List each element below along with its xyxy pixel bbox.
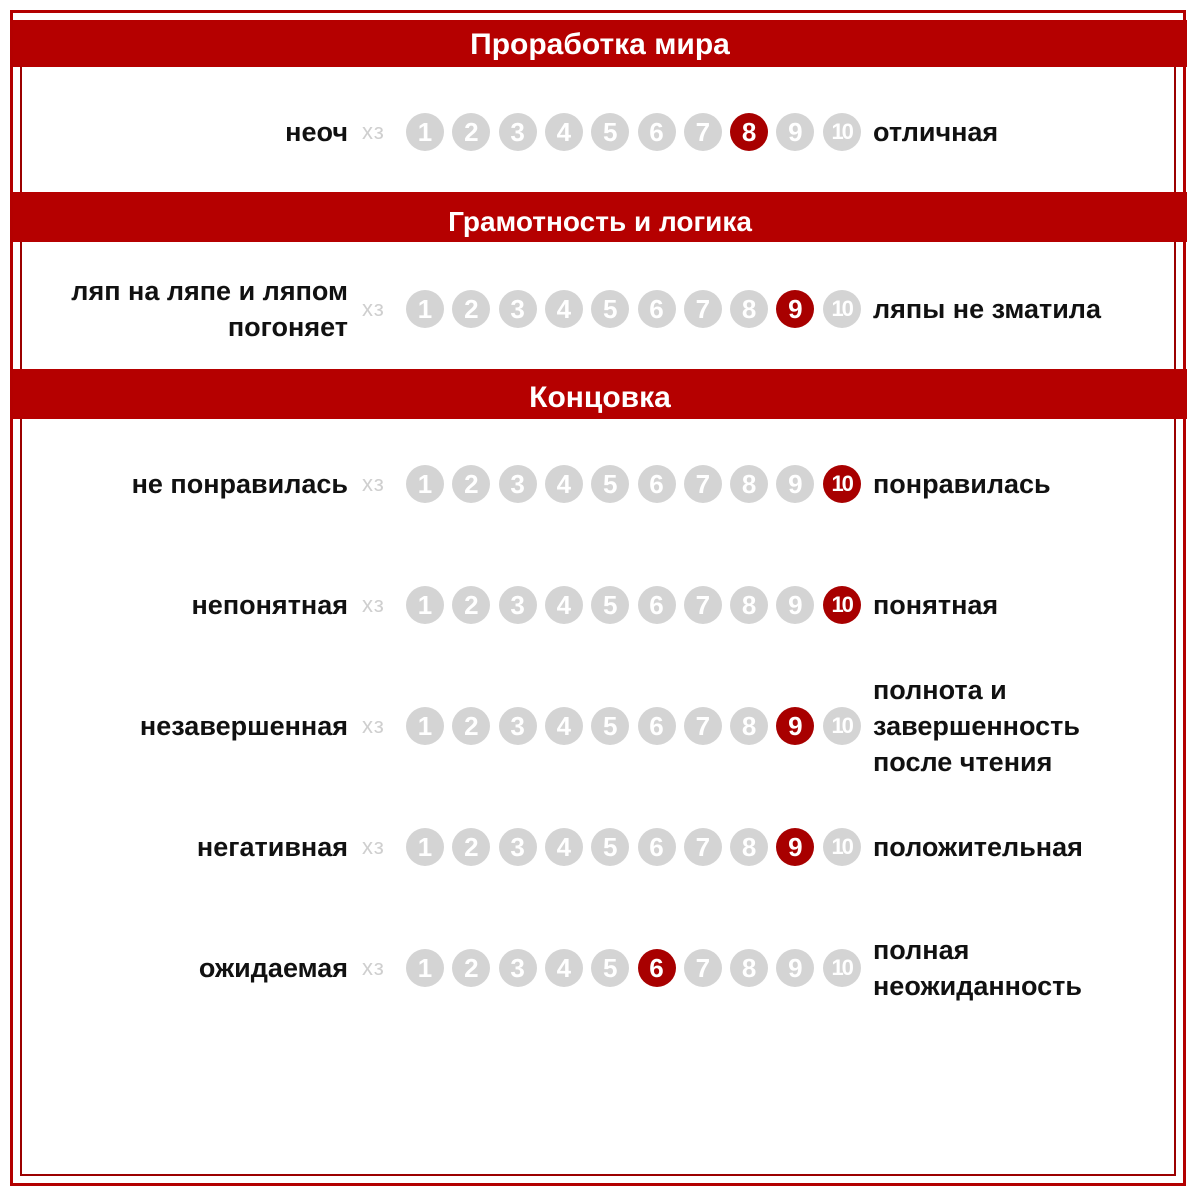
rating-dot[interactable]: 8 [730,465,768,503]
rating-dot[interactable]: 6 [638,465,676,503]
section-header-world: Проработка мира [13,20,1187,67]
rating-dot[interactable]: 7 [684,949,722,987]
rating-dot[interactable]: 7 [684,828,722,866]
rating-dot[interactable]: 10 [823,949,861,987]
rating-dot[interactable]: 3 [499,465,537,503]
rating-dot[interactable]: 8 [730,586,768,624]
rating-dot[interactable]: 6 [638,586,676,624]
rating-dot[interactable]: 9 [776,949,814,987]
rating-dot[interactable]: 3 [499,949,537,987]
row-right-label: понравилась [873,469,1051,499]
unknown-option[interactable]: хз [362,834,385,859]
rating-dot[interactable]: 4 [545,707,583,745]
row-left-label: непонятная [191,590,348,620]
rating-dot[interactable]: 1 [406,465,444,503]
rating-dot[interactable]: 4 [545,290,583,328]
row-right-label: полнота и завершенность после чтения [873,675,1080,777]
rating-dot[interactable]: 4 [545,828,583,866]
row-left-label: не понравилась [131,469,348,499]
row-right-label: положительная [873,832,1083,862]
rating-dot[interactable]: 7 [684,465,722,503]
rating-dot[interactable]: 5 [591,113,629,151]
rating-dot[interactable]: 10 [823,828,861,866]
rating-dot[interactable]: 1 [406,586,444,624]
rating-dot[interactable]: 9 [776,465,814,503]
rating-dot[interactable]: 5 [591,828,629,866]
rating-dot[interactable]: 6 [638,113,676,151]
rating-dot[interactable]: 10 [823,290,861,328]
rating-dot[interactable]: 3 [499,828,537,866]
rating-dot[interactable]: 3 [499,707,537,745]
rating-dot[interactable]: 5 [591,465,629,503]
rating-dot[interactable]: 7 [684,586,722,624]
rating-dot[interactable]: 3 [499,586,537,624]
rating-dot[interactable]: 5 [591,949,629,987]
row-left-label: ляп на ляпе и ляпом погоняет [71,276,348,342]
rating-dot-selected[interactable]: 6 [638,949,676,987]
rating-dot[interactable]: 2 [452,828,490,866]
rating-dot-selected[interactable]: 8 [730,113,768,151]
unknown-option[interactable]: хз [362,955,385,980]
rating-dot-selected[interactable]: 9 [776,828,814,866]
row-left-label: незавершенная [139,711,348,741]
rating-dot-selected[interactable]: 10 [823,465,861,503]
row-right-label: полная неожиданность [873,935,1082,1001]
rating-dot[interactable]: 2 [452,949,490,987]
unknown-option[interactable]: хз [362,471,385,496]
unknown-option[interactable]: хз [362,713,385,738]
row-right-label: понятная [873,590,999,620]
row-right-label: ляпы не зматила [873,294,1101,324]
unknown-option[interactable]: хз [362,119,385,144]
rating-dot[interactable]: 4 [545,586,583,624]
rating-dot[interactable]: 1 [406,113,444,151]
rating-dot[interactable]: 5 [591,707,629,745]
rating-dot[interactable]: 2 [452,290,490,328]
rating-dot[interactable]: 6 [638,828,676,866]
rating-dot[interactable]: 4 [545,113,583,151]
rating-dot-selected[interactable]: 10 [823,586,861,624]
rating-dot[interactable]: 7 [684,707,722,745]
row-left-label: ожидаемая [198,953,348,983]
rating-dot[interactable]: 9 [776,113,814,151]
rating-dot[interactable]: 8 [730,828,768,866]
rating-dot[interactable]: 2 [452,707,490,745]
rating-dot[interactable]: 1 [406,707,444,745]
rating-dot[interactable]: 1 [406,828,444,866]
row-right-label: отличная [873,117,999,147]
section-header-logic: Грамотность и логика [13,192,1187,242]
rating-dot[interactable]: 6 [638,707,676,745]
row-left-label: негативная [196,832,348,862]
rating-dot-selected[interactable]: 9 [776,290,814,328]
rating-dot[interactable]: 7 [684,113,722,151]
rating-dot[interactable]: 2 [452,586,490,624]
rating-dot[interactable]: 5 [591,586,629,624]
rating-dot[interactable]: 1 [406,949,444,987]
rating-dot[interactable]: 10 [823,707,861,745]
unknown-option[interactable]: хз [362,296,385,321]
rating-dot[interactable]: 5 [591,290,629,328]
rating-dot[interactable]: 4 [545,465,583,503]
rating-dot[interactable]: 7 [684,290,722,328]
rating-dot[interactable]: 3 [499,290,537,328]
row-left-label: неоч [285,117,348,147]
rating-dot[interactable]: 10 [823,113,861,151]
rating-dot[interactable]: 2 [452,465,490,503]
unknown-option[interactable]: хз [362,592,385,617]
rating-dot[interactable]: 6 [638,290,676,328]
rating-dot[interactable]: 8 [730,707,768,745]
rating-dot[interactable]: 4 [545,949,583,987]
rating-dot[interactable]: 2 [452,113,490,151]
rating-dot[interactable]: 3 [499,113,537,151]
section-header-ending: Концовка [13,369,1187,419]
rating-dot[interactable]: 8 [730,949,768,987]
rating-dot[interactable]: 9 [776,586,814,624]
rating-dot[interactable]: 1 [406,290,444,328]
rating-dot-selected[interactable]: 9 [776,707,814,745]
rating-dot[interactable]: 8 [730,290,768,328]
